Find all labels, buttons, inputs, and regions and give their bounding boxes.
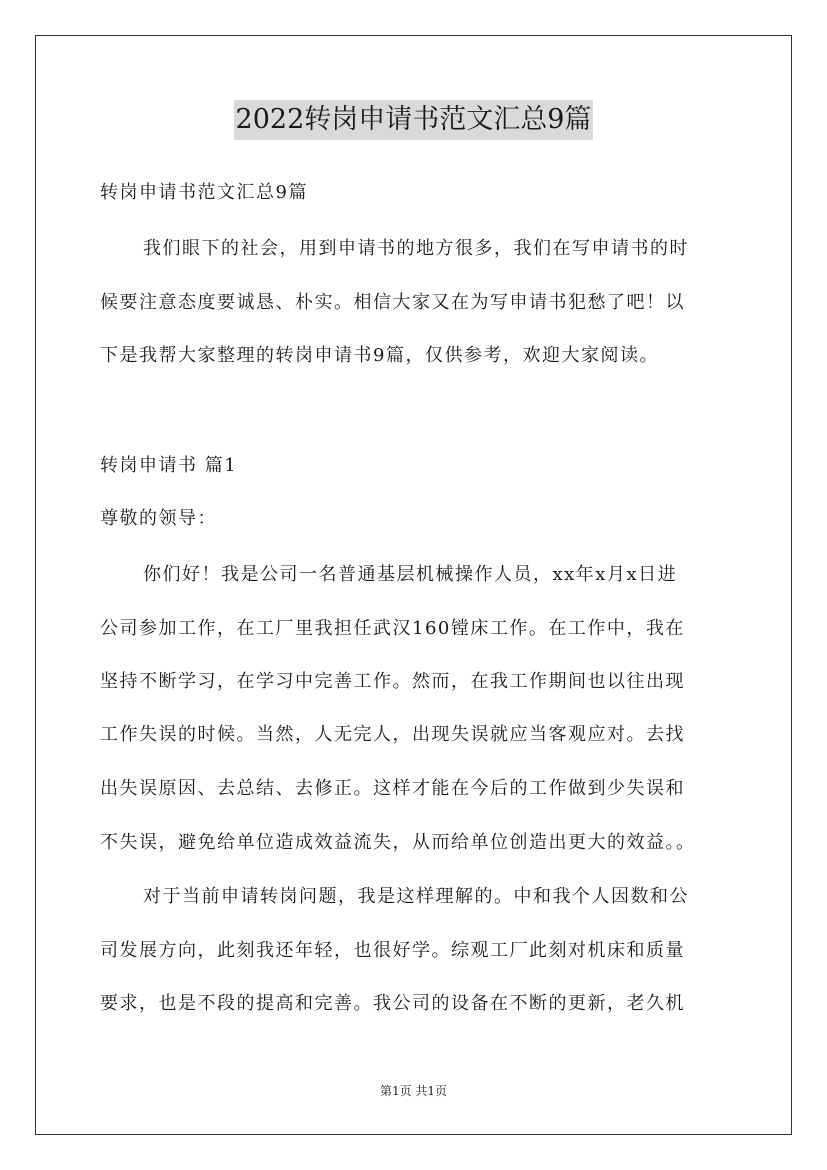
page-footer: 第1页 共1页 — [379, 1084, 448, 1098]
paragraph-line: 要求，也是不段的提高和完善。我公司的设备在不断的更新，老久机 — [100, 993, 685, 1014]
document-title: 2022转岗申请书范文汇总9篇 — [234, 100, 594, 140]
paragraph-line: 工作失误的时候。当然，人无完人，出现失误就应当客观应对。去找 — [100, 724, 685, 745]
paragraph-line: 对于当前申请转岗问题，我是这样理解的。中和我个人因数和公 — [143, 886, 689, 907]
paragraph-line: 你们好！我是公司一名普通基层机械操作人员，xx年x月x日进 — [143, 564, 678, 585]
salutation: 尊敬的领导： — [100, 508, 217, 529]
title-container — [0, 100, 827, 140]
paragraph-line: 下是我帮大家整理的转岗申请书9篇，仅供参考，欢迎大家阅读。 — [100, 345, 659, 366]
paragraph-line: 坚持不断学习，在学习中完善工作。然而，在我工作期间也以往出现 — [100, 671, 685, 692]
paragraph-line: 司发展方向，此刻我还年轻，也很好学。综观工厂此刻对机床和质量 — [100, 940, 685, 961]
paragraph-line: 候要注意态度要诚恳、朴实。相信大家又在为写申请书犯愁了吧！以 — [100, 292, 685, 313]
section-heading: 转岗申请书 篇1 — [100, 455, 238, 476]
paragraph-line: 出失误原因、去总结、去修正。这样才能在今后的工作做到少失误和 — [100, 778, 685, 799]
paragraph-line: 我们眼下的社会，用到申请书的地方很多，我们在写申请书的时 — [143, 238, 689, 259]
paragraph-line: 不失误，避免给单位造成效益流失，从而给单位创造出更大的效益。。 — [100, 832, 696, 853]
subtitle-line: 转岗申请书范文汇总9篇 — [100, 182, 308, 203]
paragraph-line: 公司参加工作，在工厂里我担任武汉160镗床工作。在工作中，我在 — [100, 618, 685, 639]
